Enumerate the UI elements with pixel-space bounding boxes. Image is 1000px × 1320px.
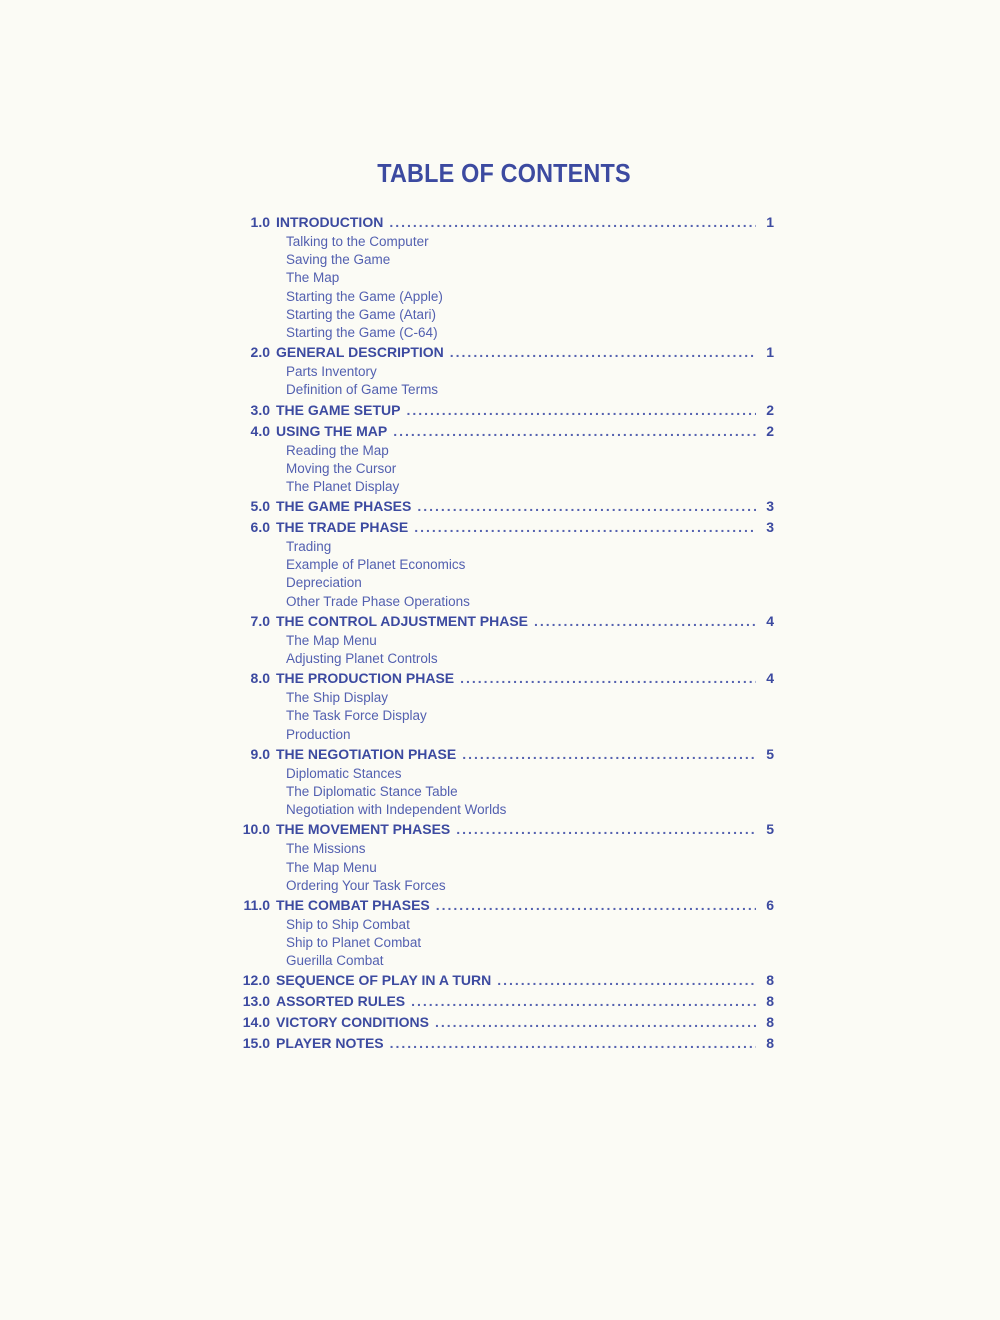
page-number: 2 xyxy=(766,401,774,418)
toc-entry[interactable] xyxy=(232,342,774,363)
page-number: 5 xyxy=(766,821,774,838)
section-number: 10.0 xyxy=(242,821,270,838)
toc-section xyxy=(232,421,774,497)
section-title: THE CONTROL ADJUSTMENT PHASE xyxy=(276,612,529,629)
subsection-item: Ship to Ship Combat xyxy=(286,916,410,932)
page-number: 5 xyxy=(766,745,774,762)
page-number: 4 xyxy=(766,612,774,629)
section-number: 11.0 xyxy=(243,896,270,913)
section-title: INTRODUCTION xyxy=(276,214,384,230)
toc-entry[interactable] xyxy=(232,400,774,421)
toc-entry[interactable] xyxy=(232,1033,774,1054)
page-number: 8 xyxy=(766,993,774,1010)
toc-entry[interactable] xyxy=(232,517,774,538)
toc-entry[interactable] xyxy=(232,819,774,840)
toc-section xyxy=(232,744,774,820)
section-number: 7.0 xyxy=(250,612,270,629)
toc-section xyxy=(232,895,774,971)
toc-entry[interactable] xyxy=(232,895,774,916)
section-number: 8.0 xyxy=(250,670,270,687)
subsection-list xyxy=(232,916,774,971)
toc-section xyxy=(232,342,774,399)
subsection-item: Definition of Game Terms xyxy=(286,382,439,398)
subsection-item: The Missions xyxy=(286,841,366,857)
page-number: 3 xyxy=(766,519,774,536)
dot-leader xyxy=(389,212,756,233)
subsection-item: Starting the Game (Atari) xyxy=(286,306,437,322)
subsection-item: Production xyxy=(286,726,351,742)
page-number: 1 xyxy=(766,214,774,230)
subsection-item: Other Trade Phase Operations xyxy=(286,593,470,609)
subsection-item: Diplomatic Stances xyxy=(286,765,402,781)
toc-entry[interactable] xyxy=(232,496,774,517)
dot-leader xyxy=(406,400,756,421)
section-title: THE GAME PHASES xyxy=(276,498,412,515)
subsection-item: The Task Force Display xyxy=(286,708,427,724)
page-number: 8 xyxy=(766,1014,774,1031)
section-number: 4.0 xyxy=(250,422,270,439)
subsection-list xyxy=(232,233,774,342)
subsection-list xyxy=(232,363,774,399)
subsection-item: The Planet Display xyxy=(286,478,400,494)
toc-entry[interactable] xyxy=(232,611,774,632)
subsection-item: Starting the Game (C-64) xyxy=(286,324,438,340)
toc-entry[interactable] xyxy=(232,970,774,991)
dot-leader xyxy=(460,668,756,689)
subsection-item: The Map Menu xyxy=(286,859,377,875)
toc-section xyxy=(232,1033,774,1054)
dot-leader xyxy=(456,819,756,840)
section-number: 2.0 xyxy=(250,344,270,361)
page-number: 6 xyxy=(766,896,774,913)
toc-entry[interactable] xyxy=(232,668,774,689)
dot-leader xyxy=(417,496,756,517)
subsection-item: The Map xyxy=(286,270,340,286)
section-title: THE MOVEMENT PHASES xyxy=(276,821,451,838)
dot-leader xyxy=(411,991,756,1012)
toc-section xyxy=(232,970,774,991)
section-number: 3.0 xyxy=(250,401,270,418)
subsection-item: Parts Inventory xyxy=(286,364,377,380)
section-title: USING THE MAP xyxy=(276,422,388,439)
subsection-item: Moving the Cursor xyxy=(286,460,397,476)
dot-leader xyxy=(390,1033,756,1054)
subsection-item: The Ship Display xyxy=(286,690,389,706)
section-number: 12.0 xyxy=(242,972,270,989)
subsection-item: The Diplomatic Stance Table xyxy=(286,783,458,799)
subsection-item: Saving the Game xyxy=(286,252,391,268)
subsection-item: Trading xyxy=(286,539,332,555)
dot-leader xyxy=(435,1012,756,1033)
page-number: 3 xyxy=(766,498,774,515)
section-title: THE NEGOTIATION PHASE xyxy=(276,745,457,762)
toc-section xyxy=(232,496,774,517)
section-number: 13.0 xyxy=(242,993,270,1010)
page-number: 4 xyxy=(766,670,774,687)
page-number: 8 xyxy=(766,972,774,989)
toc-section xyxy=(232,611,774,668)
section-number: 14.0 xyxy=(242,1014,270,1031)
subsection-item: Ordering Your Task Forces xyxy=(286,877,446,893)
subsection-item: Talking to the Computer xyxy=(286,234,429,249)
subsection-item: Guerilla Combat xyxy=(286,953,384,969)
subsection-list xyxy=(232,632,774,668)
toc-section xyxy=(232,517,774,611)
toc-entry[interactable] xyxy=(232,1012,774,1033)
dot-leader xyxy=(534,611,756,632)
subsection-item: The Map Menu xyxy=(286,632,377,648)
toc-section xyxy=(232,212,774,342)
subsection-item: Starting the Game (Apple) xyxy=(286,288,443,304)
subsection-item: Negotiation with Independent Worlds xyxy=(286,802,507,818)
page-number: 8 xyxy=(766,1035,774,1052)
section-title: THE TRADE PHASE xyxy=(276,519,409,536)
subsection-item: Adjusting Planet Controls xyxy=(286,651,438,666)
section-number: 15.0 xyxy=(242,1035,270,1052)
dot-leader xyxy=(414,517,756,538)
section-title: VICTORY CONDITIONS xyxy=(276,1014,429,1031)
section-title: PLAYER NOTES xyxy=(276,1035,384,1052)
toc-entry[interactable] xyxy=(232,744,774,765)
dot-leader xyxy=(436,895,756,916)
subsection-list xyxy=(232,765,774,820)
subsection-list xyxy=(232,538,774,611)
toc-section xyxy=(232,668,774,744)
page-number: 2 xyxy=(766,422,774,439)
section-number: 1.0 xyxy=(250,214,270,230)
toc-entry[interactable] xyxy=(232,212,774,233)
subsection-list xyxy=(232,442,774,497)
toc-section xyxy=(232,1012,774,1033)
toc-section xyxy=(232,400,774,421)
section-title: ASSORTED RULES xyxy=(276,993,406,1010)
subsection-list xyxy=(232,689,774,744)
dot-leader xyxy=(450,342,756,363)
table-of-contents xyxy=(232,212,774,1054)
page-title: TABLE OF CONTENTS xyxy=(377,158,631,188)
section-title: GENERAL DESCRIPTION xyxy=(276,344,444,361)
section-number: 5.0 xyxy=(250,498,270,515)
section-title: THE GAME SETUP xyxy=(276,401,401,418)
subsection-item: Ship to Planet Combat xyxy=(286,935,422,951)
toc-entry[interactable] xyxy=(232,991,774,1012)
dot-leader xyxy=(462,744,756,765)
toc-section xyxy=(232,819,774,895)
subsection-list xyxy=(232,840,774,895)
section-title: SEQUENCE OF PLAY IN A TURN xyxy=(276,972,492,989)
toc-section xyxy=(232,991,774,1012)
section-title: THE PRODUCTION PHASE xyxy=(276,670,455,687)
subsection-item: Example of Planet Economics xyxy=(286,557,466,573)
section-title: THE COMBAT PHASES xyxy=(276,896,430,913)
subsection-item: Depreciation xyxy=(286,575,362,591)
dot-leader xyxy=(497,970,756,991)
section-number: 6.0 xyxy=(250,519,270,536)
section-number: 9.0 xyxy=(250,745,270,762)
subsection-item: Reading the Map xyxy=(286,442,389,458)
toc-entry[interactable] xyxy=(232,421,774,442)
page-number: 1 xyxy=(766,344,774,361)
dot-leader xyxy=(393,421,756,442)
